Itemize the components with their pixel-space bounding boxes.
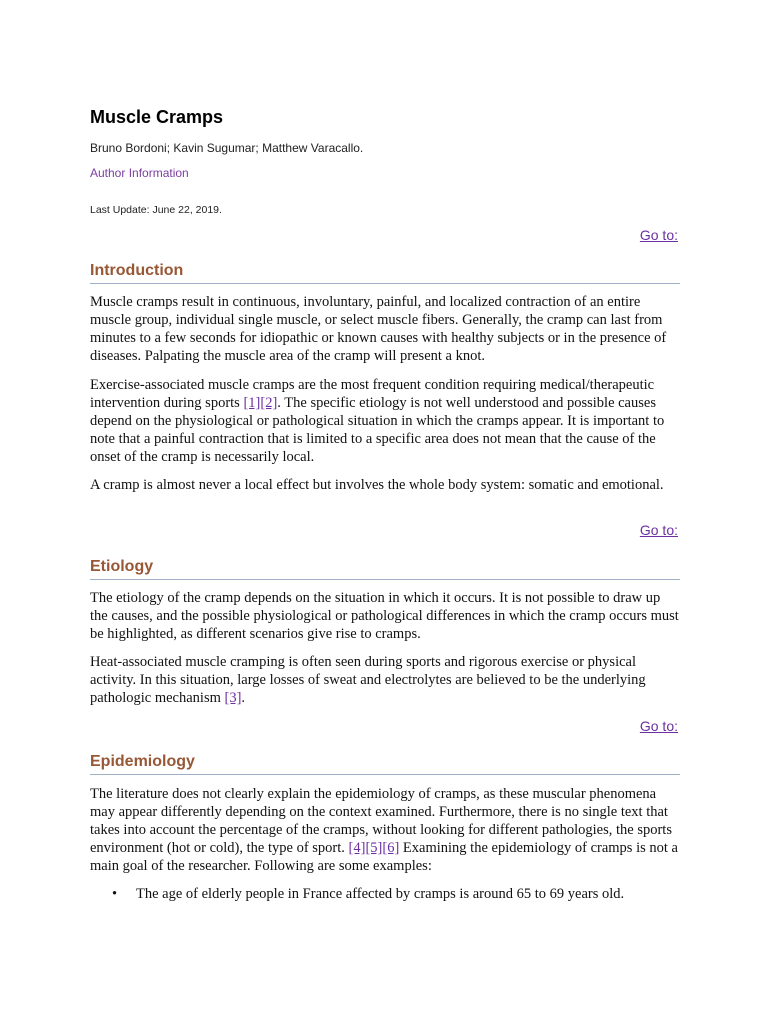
- paragraph-text: The literature does not clearly explain the epidemiology of cramps, as these muscular phenomena may appear differently depending on the context examined. Furthermore, there is no single text that takes into account the percentage of the cramps, without looking for different pathologies, the sports environment (hot or cold), the type of sport.: [90, 786, 672, 856]
- author-list: Bruno Bordoni; Kavin Sugumar; Matthew Varacallo.: [90, 141, 364, 155]
- section-heading-introduction: Introduction: [90, 262, 680, 284]
- paragraph-text: Examining the epidemiology of cramps is not a main goal of the researcher. Following are some examples:: [90, 840, 678, 874]
- introduction-paragraph-2: [90, 376, 680, 466]
- citation-link-2[interactable]: [2]: [260, 395, 278, 411]
- list-item-text: The age of elderly people in France affected by cramps is around 65 to 69 years old.: [136, 886, 625, 902]
- paragraph-text: .: [241, 690, 246, 706]
- paragraph-text: Heat-associated muscle cramping is often seen during sports and rigorous exercise or physical activity. In this situation, large losses of sweat and electrolytes are believed to be the underlying pathologic mechanism: [90, 654, 646, 706]
- citation-link-4[interactable]: [4]: [348, 840, 366, 856]
- citation-link-3[interactable]: [3]: [224, 690, 242, 706]
- goto-link[interactable]: Go to:: [639, 522, 678, 538]
- citation-link-1[interactable]: [1]: [243, 395, 261, 411]
- paragraph-text: Exercise-associated muscle cramps are the most frequent condition requiring medical/therapeutic intervention during sports: [90, 377, 655, 411]
- introduction-paragraph-3: A cramp is almost never a local effect but involves the whole body system: somatic and emotional.: [90, 477, 664, 493]
- goto-link[interactable]: Go to:: [639, 718, 678, 734]
- goto-link[interactable]: Go to:: [639, 227, 678, 243]
- last-update-date: Last Update: June 22, 2019.: [90, 204, 222, 216]
- section-heading-epidemiology: Epidemiology: [90, 753, 680, 775]
- paragraph-text: . The specific etiology is not well understood and possible causes depend on the physiological or pathological situation in which the cramps appear. It is important to note that a painful contraction that is limited to a specific area does not mean that the cause of the onset of the cramp is necessarily local.: [90, 395, 665, 465]
- author-information-link[interactable]: Author Information: [90, 166, 189, 180]
- citation-link-6[interactable]: [6]: [382, 840, 400, 856]
- section-heading-etiology: Etiology: [90, 558, 680, 580]
- introduction-paragraph-1: Muscle cramps result in continuous, involuntary, painful, and localized contraction of an entire muscle group, individual single muscle, or select muscle fibers. Generally, the cramp can last from minutes to a few seconds for idiopathic or known causes with healthy subjects or in the presence of diseases. Palpating the muscle area of the cramp will present a knot.: [90, 294, 667, 364]
- list-item: [112, 885, 672, 903]
- citation-link-5[interactable]: [5]: [365, 840, 383, 856]
- bullet-icon: •: [112, 886, 118, 902]
- etiology-paragraph-2: [90, 653, 680, 707]
- etiology-paragraph-1: The etiology of the cramp depends on the situation in which it occurs. It is not possible to draw up the causes, and the possible physiological or pathological differences in which the cramp occurs must be highlighted, as different scenarios give rise to cramps.: [90, 590, 679, 642]
- epidemiology-paragraph-1: [90, 785, 680, 875]
- page-title: Muscle Cramps: [90, 107, 224, 127]
